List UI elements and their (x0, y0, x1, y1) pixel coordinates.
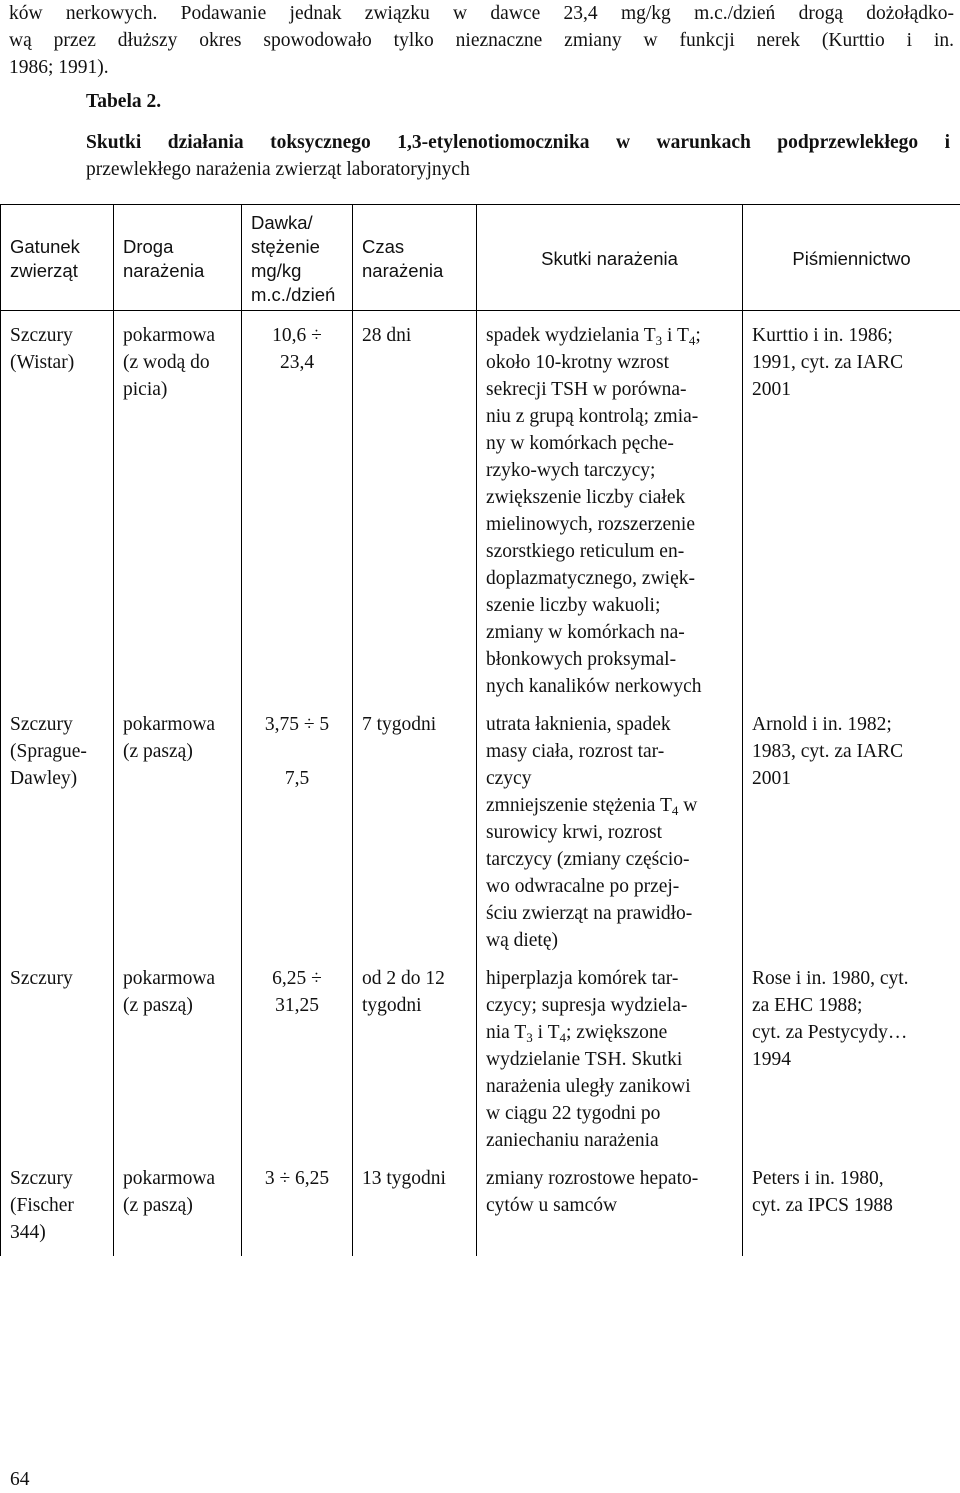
cell-gatunek: Szczury (Wistar) (1, 311, 114, 701)
header-droga: Droga narażenia (114, 205, 242, 311)
caption-line: Skutki działania toksycznego 1,3-etylenotiomocznika w warunkach podprzewlekłego i (86, 129, 950, 156)
header-gatunek: Gatunek zwierząt (1, 205, 114, 311)
cell-droga: pokarmowa (z paszą) (114, 1154, 242, 1256)
cell-skutki: utrata łaknienia, spadek masy ciała, rozrost tar- czycy zmniejszenie stężenia $T_4$ w surowicy krwi, rozrost tarczycy (zmiany częścio- wo odwracalne po przej- ściu zwierząt na prawidło- wą dietę) (477, 700, 743, 954)
skutki-line-sub: nia $T_3$ i $T_4$; zwiększone (486, 1019, 742, 1046)
header-czas: Czas narażenia (353, 205, 477, 311)
cell-pismiennictwo: Rose i in. 1980, cyt. za EHC 1988; cyt. za Pestycydy… 1994 (743, 954, 960, 1154)
intro-line: ków nerkowych. Podawanie jednak związku w dawce 23,4 mg/kg m.c./dzień drogą dożołądko- (9, 0, 954, 27)
cell-czas: 7 tygodni (353, 700, 477, 954)
table-row (1, 954, 960, 1154)
cell-pismiennictwo: Peters i in. 1980, cyt. za IPCS 1988 (743, 1154, 960, 1256)
header-pismiennictwo: Piśmiennictwo (743, 205, 960, 311)
skutki-line-sub: spadek wydzielania $T_3$ i $T_4$; (486, 322, 742, 349)
header-skutki: Skutki narażenia (477, 205, 743, 311)
cell-skutki: zmiany rozrostowe hepato- cytów u samców (477, 1154, 743, 1256)
cell-czas: 28 dni (353, 311, 477, 701)
cell-skutki: hiperplazja komórek tar- czycy; supresja wydziela- nia $T_3$ i $T_4$; zwiększone wydzielanie TSH. Skutki narażenia uległy zanikowi w ciągu 22 tygodni po zaniechaniu narażenia (477, 954, 743, 1154)
effects-table (0, 204, 960, 1256)
cell-dawka: 10,6 ÷ 23,4 (242, 311, 353, 701)
cell-dawka: 3,75 ÷ 5 7,5 (242, 700, 353, 954)
page-number: 64 (10, 1466, 30, 1493)
intro-line: 1986; 1991). (9, 54, 954, 81)
header-dawka: Dawka/ stężenie mg/kg m.c./dzień (242, 205, 353, 311)
cell-pismiennictwo: Arnold i in. 1982; 1983, cyt. za IARC 2001 (743, 700, 960, 954)
cell-droga: pokarmowa (z paszą) (114, 700, 242, 954)
cell-gatunek: Szczury (Sprague- Dawley) (1, 700, 114, 954)
table-caption (86, 129, 950, 183)
table-row (1, 1154, 960, 1256)
cell-dawka: 6,25 ÷ 31,25 (242, 954, 353, 1154)
intro-paragraph (9, 0, 954, 81)
cell-czas: od 2 do 12 tygodni (353, 954, 477, 1154)
cell-gatunek: Szczury (1, 954, 114, 1154)
cell-czas: 13 tygodni (353, 1154, 477, 1256)
cell-gatunek: Szczury (Fischer 344) (1, 1154, 114, 1256)
skutki-line-sub: zmniejszenie stężenia $T_4$ w (486, 792, 742, 819)
caption-line: przewlekłego narażenia zwierząt laboratoryjnych (86, 156, 950, 183)
table-row (1, 700, 960, 954)
cell-pismiennictwo: Kurttio i in. 1986; 1991, cyt. za IARC 2001 (743, 311, 960, 701)
table-row (1, 311, 960, 701)
intro-line: wą przez dłuższy okres spowodowało tylko nieznaczne zmiany w funkcji nerek (Kurttio i in. (9, 27, 954, 54)
cell-dawka: 3 ÷ 6,25 (242, 1154, 353, 1256)
cell-droga: pokarmowa (z paszą) (114, 954, 242, 1154)
table-header-row (1, 205, 960, 311)
cell-droga: pokarmowa (z wodą do picia) (114, 311, 242, 701)
cell-skutki: spadek wydzielania $T_3$ i $T_4$; około 10-krotny wzrost sekrecji TSH w porówna- niu z grupą kontrolą; zmia- ny w komórkach pęche- rzyko-wych tarczycy; zwiększenie liczby ciałek mielinowych, rozszerzenie szorstkiego reticulum en- doplazmatycznego, zwięk- szenie liczby wakuoli; zmiany w komórkach na- błonkowych proksymal- nych kanalików nerkowych (477, 311, 743, 701)
table-label: Tabela 2. (86, 88, 161, 115)
